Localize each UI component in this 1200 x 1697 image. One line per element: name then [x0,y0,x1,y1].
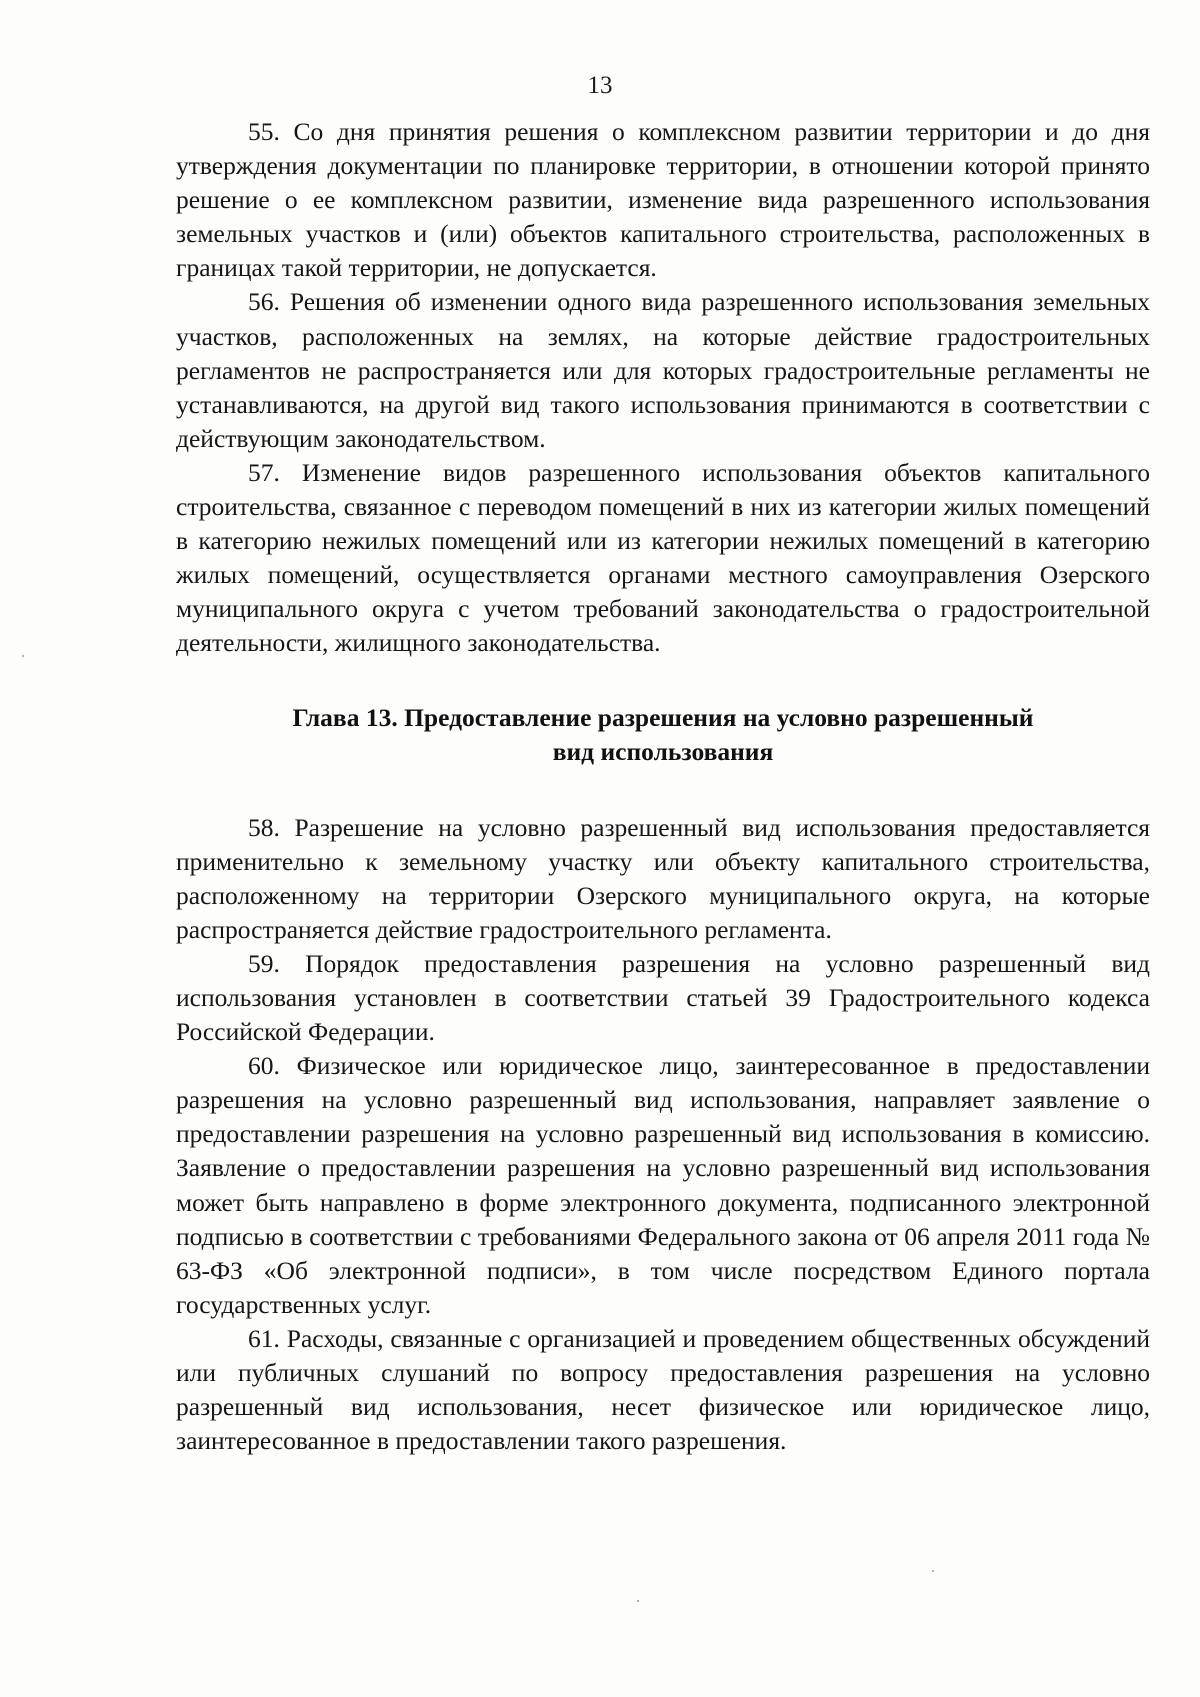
paragraph-56: 56. Решения об изменении одного вида разрешенного использования земельных участков, расположенных на землях, на которые действие градостроительных регламентов не распространяется или для которых градостроительные регламенты не устанавливаются, на другой вид такого использования принимаются в соответствии с действующим законодательством. [176,287,1150,453]
paragraph-59: 59. Порядок предоставления разрешения на условно разрешенный вид использования установлен в соответствии статьей 39 Градостроительного кодекса Российской Федерации. [176,948,1150,1047]
scan-speck [932,1570,934,1572]
paragraph-61: 61. Расходы, связанные с организацией и проведением общественных обсуждений или публичных слушаний по вопросу предоставления разрешения на условно разрешенный вид использования, несет физическое или юридическое лицо, заинтересованное в предоставлении такого разрешения. [176,1323,1150,1456]
scan-speck [22,655,24,657]
document-body [176,115,1150,1458]
chapter-heading-line-2: вид использования [552,736,774,766]
paragraph-60: 60. Физическое или юридическое лицо, заинтересованное в предоставлении разрешения на условно разрешенный вид использования, направляет заявление о предоставлении разрешения на условно разрешенный вид использования в комиссию. Заявление о предоставлении разрешения на условно разрешенный вид использования может быть направлено в форме электронного документа, подписанного электронной подписью в соответствии с требованиями Федерального закона от 06 апреля 2011 года № 63-ФЗ «Об электронной подписи», в том числе посредством Единого портала государственных услуг. [176,1051,1150,1319]
page-number: 13 [587,72,613,99]
paragraph-57: 57. Изменение видов разрешенного использования объектов капитального строительства, связанное с переводом помещений в них из категории жилых помещений в категорию нежилых помещений или из категории нежилых помещений в категорию жилых помещений, осуществляется органами местного самоуправления Озерского муниципального округа с учетом требований законодательства о градостроительной деятельности, жилищного законодательства. [176,457,1150,658]
chapter-heading [176,701,1150,769]
scan-speck [637,1600,639,1602]
chapter-heading-line-1: Глава 13. Предоставление разрешения на условно разрешенный [292,702,1034,732]
paragraph-58: 58. Разрешение на условно разрешенный вид использования предоставляется применительно к земельному участку или объекту капитального строительства, расположенному на территории Озерского муниципального округа, на которые распространяется действие градостроительного регламента. [176,812,1150,944]
paragraph-55: 55. Со дня принятия решения о комплексном развитии территории и до дня утверждения документации по планировке территории, в отношении которой принято решение о ее комплексном развитии, изменение вида разрешенного использования земельных участков и (или) объектов капитального строительства, расположенных в границах такой территории, не допускается. [176,117,1150,283]
